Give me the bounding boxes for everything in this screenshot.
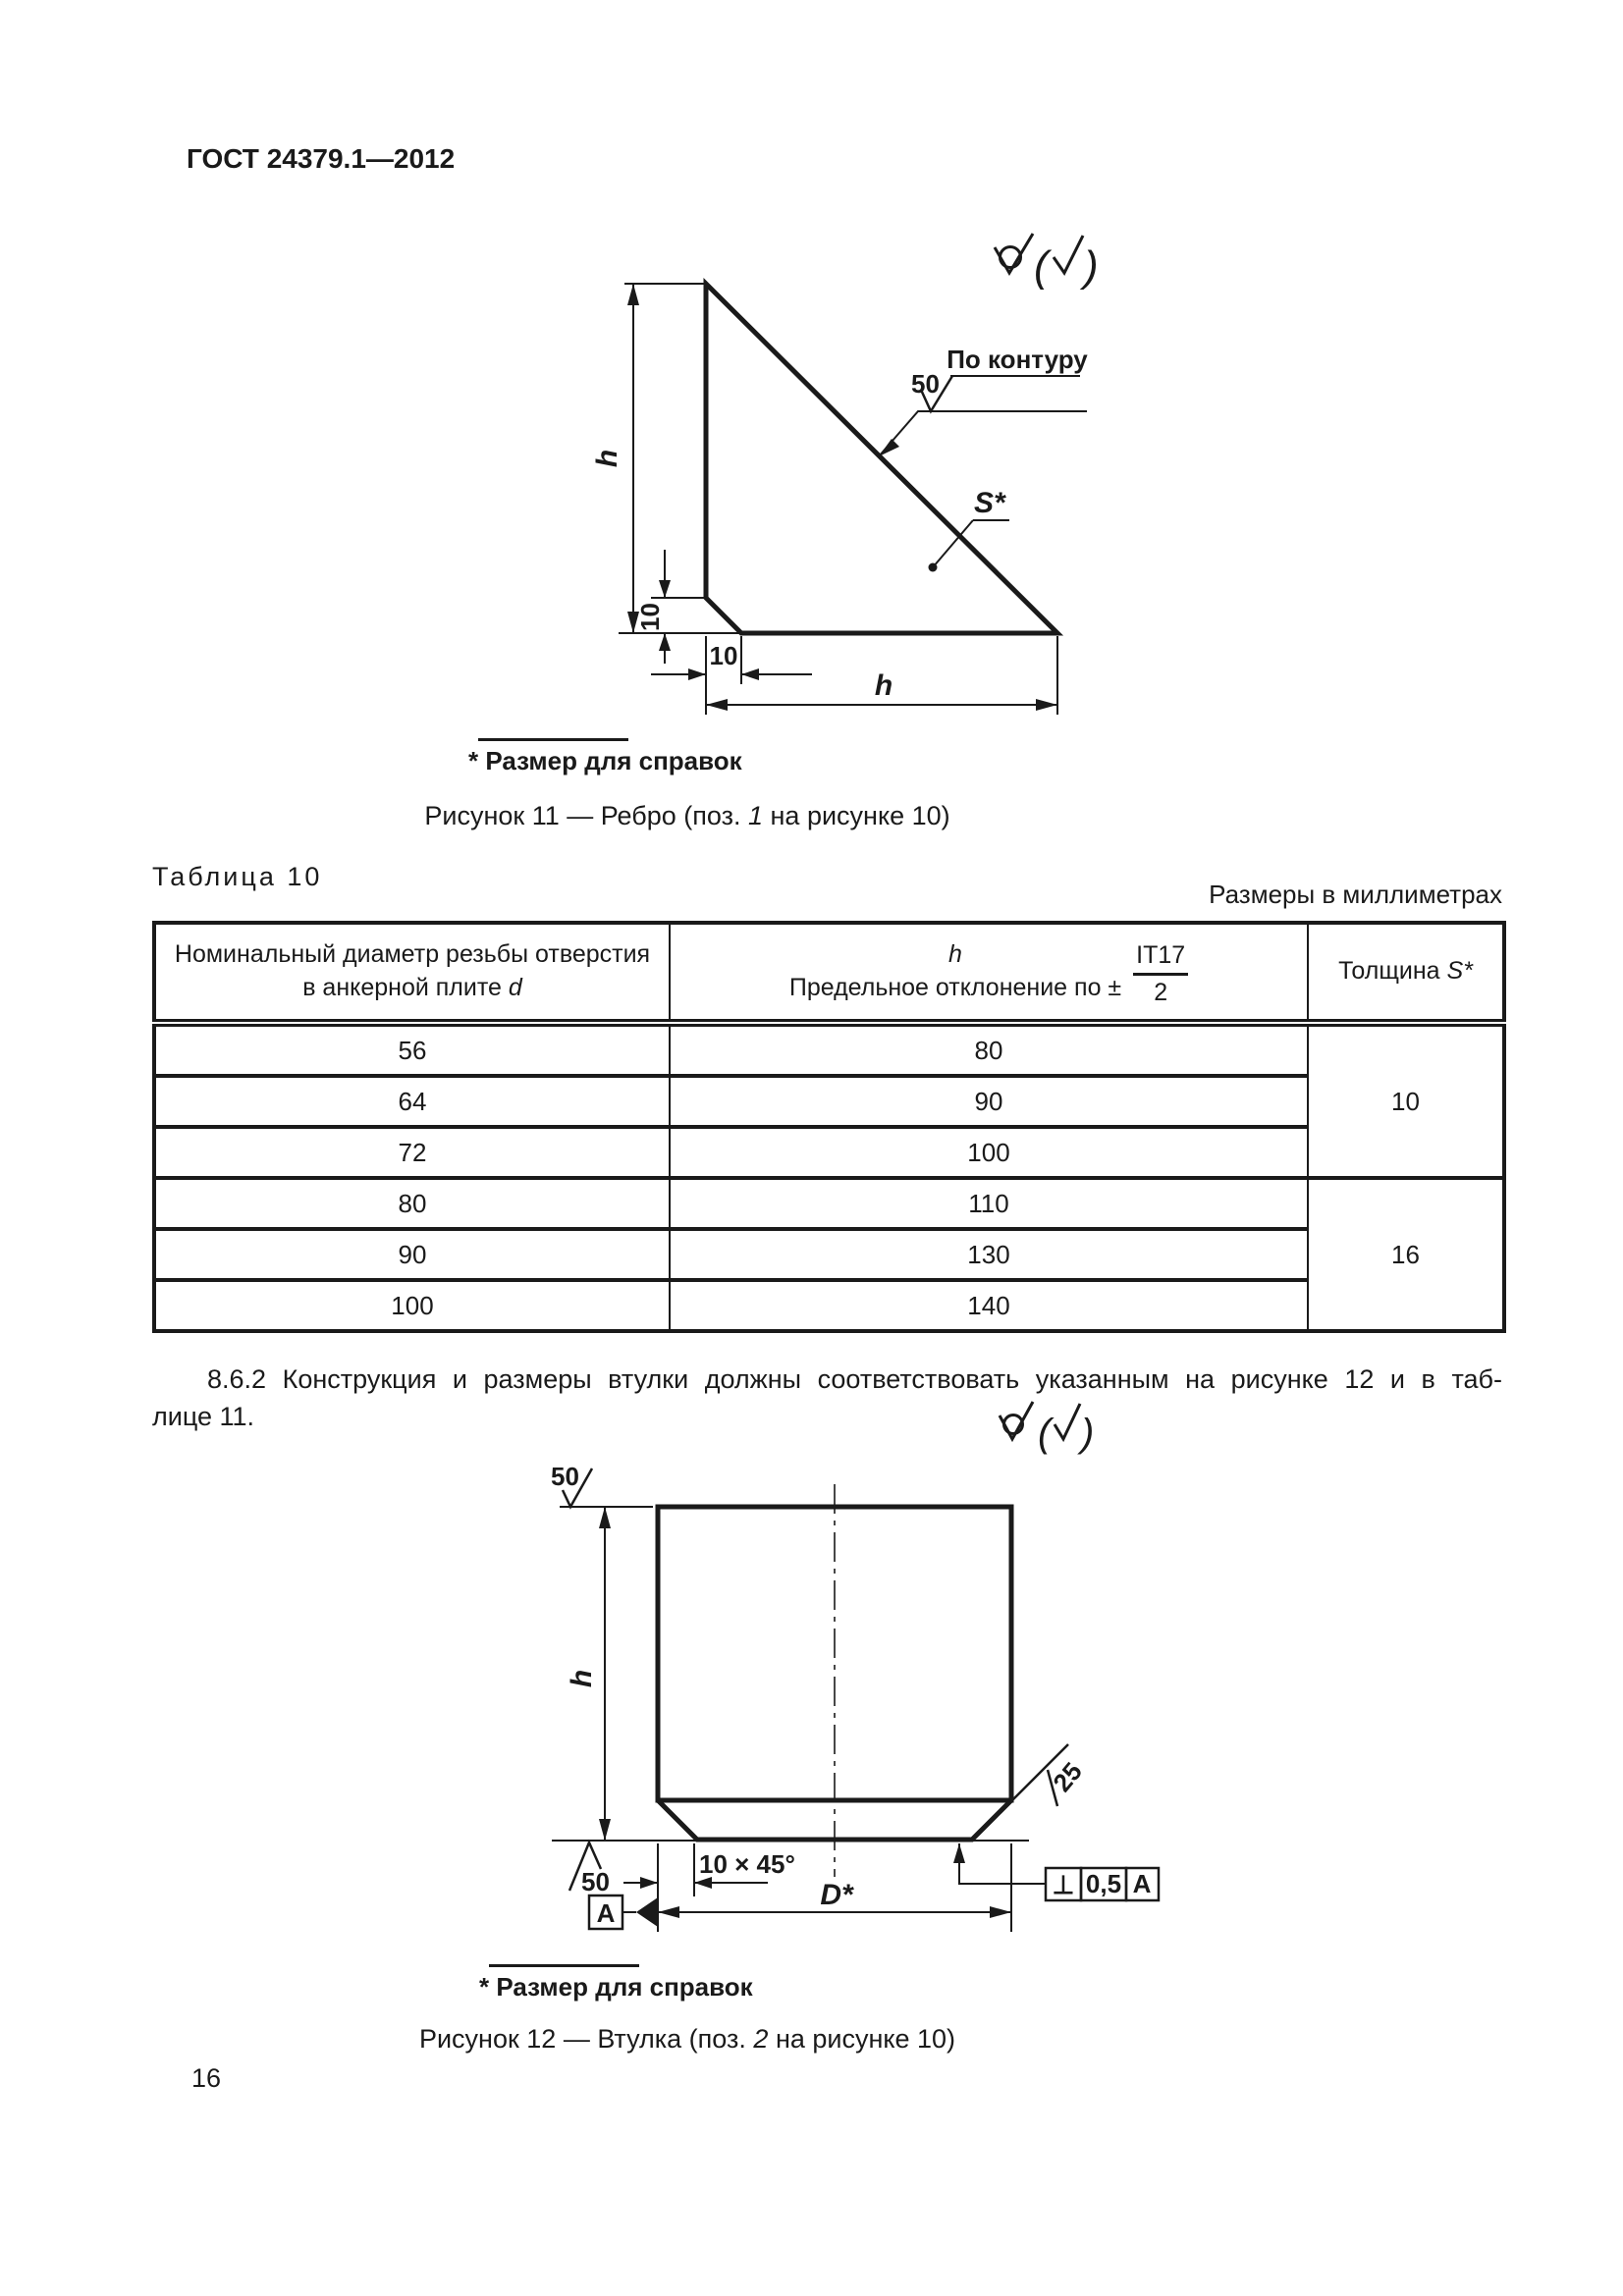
figure-12-bushing-drawing: [545, 1382, 1173, 1956]
page-number: 16: [191, 2063, 222, 2093]
general-roughness-icon: [995, 234, 1099, 291]
width-dimension-label: h: [874, 669, 893, 702]
height-symbol: h: [948, 940, 962, 969]
cell-h: 130: [670, 1229, 1308, 1280]
cell-thickness-group: 16: [1308, 1178, 1504, 1331]
fraction-denominator: 2: [1154, 978, 1168, 1006]
table-row: [154, 1229, 1504, 1280]
dimension-table: [152, 921, 1506, 1333]
cell-h: 140: [670, 1280, 1308, 1331]
cell-d: 90: [154, 1229, 670, 1280]
tolerance-frame: [1046, 1868, 1159, 1900]
chamfer-height-label: 10: [635, 603, 665, 631]
height-header-layout: [671, 937, 1307, 1007]
cell-d: 80: [154, 1178, 670, 1229]
roughness-value: 50: [581, 1867, 610, 1896]
thickness-label: S*: [974, 487, 1005, 519]
height-dimension-label: h: [591, 449, 623, 468]
diameter-symbol: d: [508, 974, 522, 1001]
paren-open: (: [1038, 1412, 1052, 1455]
bottom-roughness-callout: [569, 1842, 610, 1896]
datum-feature: [589, 1896, 658, 1929]
cell-thickness-group: 10: [1308, 1023, 1504, 1178]
top-roughness-callout: [551, 1462, 592, 1507]
paragraph-line: 8.6.2 Конструкция и размеры втулки должны соответствовать указанным на рисунке 12 и в таб-: [207, 1364, 1502, 1394]
caption-text: Рисунок 12 — Втулка (поз.: [418, 2024, 754, 2054]
table-title: Таблица 10: [152, 862, 323, 891]
caption-text-suffix: на рисунке 10): [763, 801, 950, 830]
thickness-leader-dot: [929, 563, 938, 572]
paren-open: (: [1034, 242, 1049, 291]
diameter-label: D*: [820, 1879, 853, 1911]
tolerance-fraction: [1133, 941, 1188, 1007]
figure-11-rib-drawing: [584, 201, 1144, 726]
thickness-symbol: S*: [1446, 957, 1473, 986]
paragraph-line: лице 11.: [152, 1402, 255, 1431]
rib-outline: [706, 284, 1057, 633]
column-header-height: [670, 923, 1308, 1023]
header-line: [156, 972, 669, 1005]
dimension-lines: [605, 1507, 1046, 1912]
paren-close: ): [1084, 242, 1099, 291]
header-text: Толщина: [1338, 957, 1447, 986]
header-line: Номинальный диаметр резьбы отверстия: [174, 940, 651, 969]
default-check-icon: [1055, 1404, 1080, 1439]
table-row: [154, 1178, 1504, 1229]
header-text: в анкерной плите: [302, 974, 509, 1001]
height-dimension-label: h: [566, 1669, 598, 1688]
caption-text: Рисунок 11 — Ребро (поз.: [424, 801, 748, 830]
contour-note: По контуру: [947, 345, 1088, 374]
table-row: [154, 1023, 1504, 1076]
deviation-text: Предельное отклонение по ±: [788, 974, 1122, 1001]
caption-text-suffix: на рисунке 10): [768, 2024, 956, 2054]
figure-12-caption: [152, 2024, 1222, 2055]
column-header-diameter: [154, 923, 670, 1023]
chamfer-label: 10 × 45°: [699, 1849, 795, 1879]
cell-d: 100: [154, 1280, 670, 1331]
table-row: [154, 1076, 1504, 1127]
table-units-note: Размеры в миллиметрах: [1209, 880, 1502, 909]
caption-position-number: 2: [753, 2024, 769, 2054]
table-row: [154, 1127, 1504, 1178]
general-roughness-icon: [1000, 1402, 1094, 1455]
footnote-rule: [478, 738, 628, 741]
footnote-rule: [489, 1964, 639, 1967]
figure-11-footnote: * Размер для справок: [468, 746, 742, 775]
leader-lines: [879, 376, 1087, 456]
paren-close: ): [1081, 1412, 1095, 1455]
table-row: [154, 1280, 1504, 1331]
leader-arrowhead: [879, 439, 899, 456]
cell-h: 90: [670, 1076, 1308, 1127]
datum-letter: A: [596, 1898, 616, 1928]
default-check-icon: [1054, 236, 1083, 273]
cell-h: 110: [670, 1178, 1308, 1229]
thickness-callout: [929, 487, 1010, 572]
tolerance-datum: A: [1132, 1869, 1152, 1898]
cell-h: 100: [670, 1127, 1308, 1178]
roughness-value: 25: [1047, 1756, 1088, 1797]
cell-d: 56: [154, 1023, 670, 1076]
cell-d: 64: [154, 1076, 670, 1127]
dimension-arrowheads: [599, 1507, 1011, 1918]
caption-position-number: 1: [747, 801, 764, 830]
contour-roughness-callout: [879, 345, 1088, 456]
datum-triangle-icon: [636, 1897, 658, 1927]
tolerance-symbol: ⊥: [1052, 1870, 1075, 1899]
cell-d: 72: [154, 1127, 670, 1178]
fraction-numerator: IT17: [1136, 940, 1186, 969]
cell-h: 80: [670, 1023, 1308, 1076]
roughness-value: 50: [911, 369, 940, 399]
figure-12-footnote: * Размер для справок: [479, 1972, 753, 2002]
roughness-value: 50: [551, 1462, 579, 1491]
table-header-row: [154, 923, 1504, 1023]
chamfer-width-label: 10: [709, 641, 738, 670]
column-header-thickness: [1308, 923, 1504, 1023]
document-number-header: ГОСТ 24379.1—2012: [187, 143, 456, 174]
figure-11-caption: [152, 801, 1222, 831]
chamfer-roughness-callout: [1011, 1744, 1088, 1806]
tolerance-value: 0,5: [1085, 1869, 1122, 1898]
fraction-bar: [1133, 973, 1188, 976]
height-header-left: [789, 938, 1121, 1005]
